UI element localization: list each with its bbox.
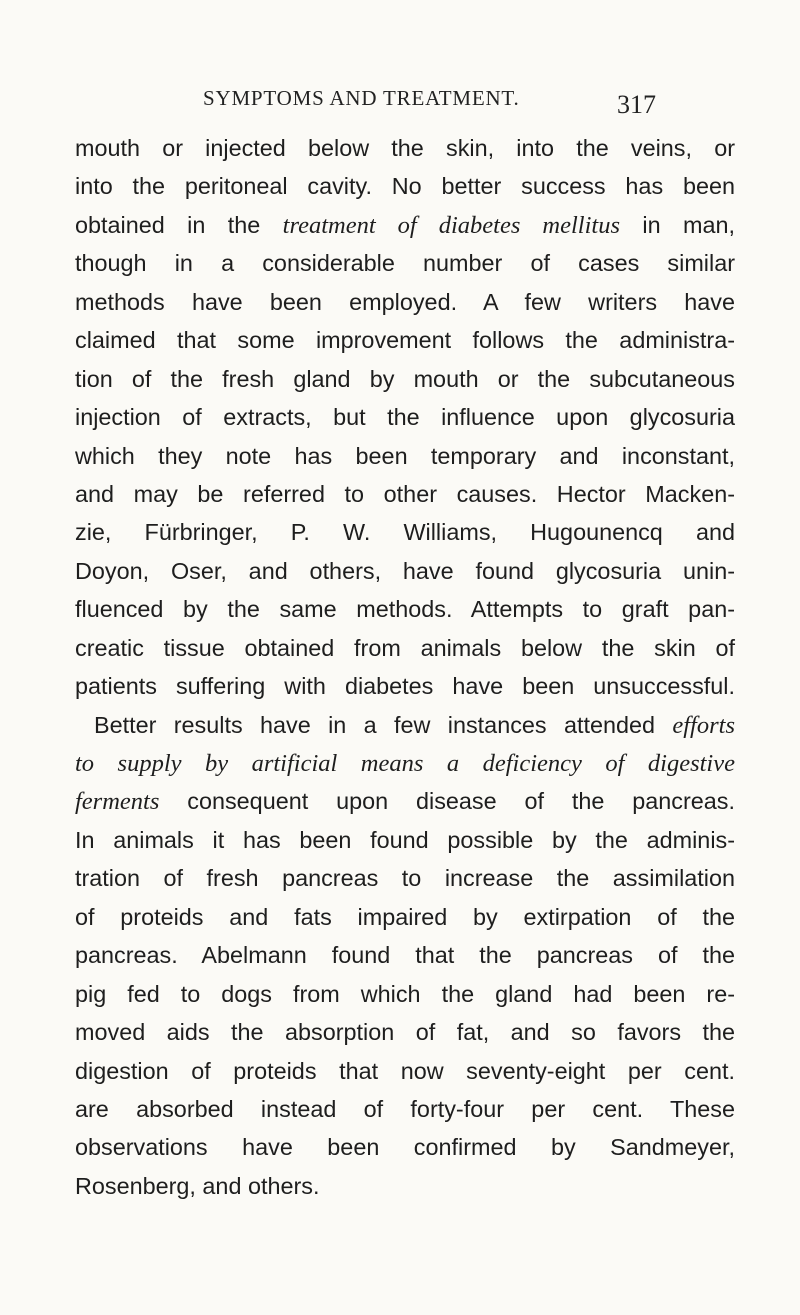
text-line: digestion of proteids that now seventy-eight per cent. [75, 1057, 735, 1084]
text-line [75, 744, 735, 782]
running-title: SYMPTOMS AND TREATMENT. [203, 86, 520, 110]
text-line [75, 706, 735, 744]
text-line: pancreas. Abelmann found that the pancreas of the [75, 942, 735, 969]
text-line: which they note has been temporary and inconstant, [75, 442, 735, 469]
text-line: injection of extracts, but the influence upon glycosuria [75, 404, 735, 431]
text-line: creatic tissue obtained from animals below the skin of [75, 634, 735, 661]
text-line [75, 206, 735, 244]
running-header [0, 86, 800, 119]
italic-phrase-ferments: ferments [75, 788, 160, 816]
text-line: into the peritoneal cavity. No better success has been [75, 173, 735, 200]
text-line: moved aids the absorption of fat, and so favors the [75, 1019, 735, 1046]
italic-phrase-treatment: treatment of diabetes mellitus [282, 211, 621, 239]
text-line: pig fed to dogs from which the gland had been re- [75, 980, 735, 1007]
text-line: tration of fresh pancreas to increase the assimilation [75, 865, 735, 892]
text-line: Rosenberg, and others. [75, 1172, 320, 1199]
italic-phrase-supply: to supply by artificial means a deficiency of digestive [75, 750, 735, 777]
text-line: observations have been confirmed by Sandmeyer, [75, 1134, 735, 1161]
text-line: patients suffering with diabetes have been unsuccessful. [75, 673, 735, 700]
text-line: Doyon, Oser, and others, have found glycosuria unin- [75, 557, 735, 584]
text-run: Better results have in a few instances attended [94, 711, 656, 738]
page-number: 317 [617, 90, 656, 119]
text-line: though in a considerable number of cases similar [75, 250, 735, 277]
text-run: consequent upon disease of the pancreas. [187, 788, 736, 815]
text-line: methods have been employed. A few writers have [75, 288, 735, 315]
text-run: obtained in the [75, 211, 261, 238]
text-line: mouth or injected below the skin, into the veins, or [75, 135, 735, 161]
text-line: tion of the fresh gland by mouth or the subcutaneous [75, 365, 735, 392]
text-line: fluenced by the same methods. Attempts to graft pan- [75, 596, 735, 623]
text-line: and may be referred to other causes. Hector Macken- [75, 480, 735, 507]
text-line: claimed that some improvement follows the administra- [75, 327, 735, 354]
text-line [75, 782, 735, 820]
text-line: of proteids and fats impaired by extirpation of the [75, 903, 735, 930]
body-paragraphs [75, 129, 735, 1205]
italic-phrase-efforts: efforts [672, 711, 735, 739]
text-line: zie, Fürbringer, P. W. Williams, Hugounencq and [75, 519, 735, 546]
text-line: In animals it has been found possible by the adminis- [75, 826, 735, 853]
text-line: are absorbed instead of forty-four per cent. These [75, 1095, 735, 1122]
text-run: in man, [642, 211, 736, 238]
